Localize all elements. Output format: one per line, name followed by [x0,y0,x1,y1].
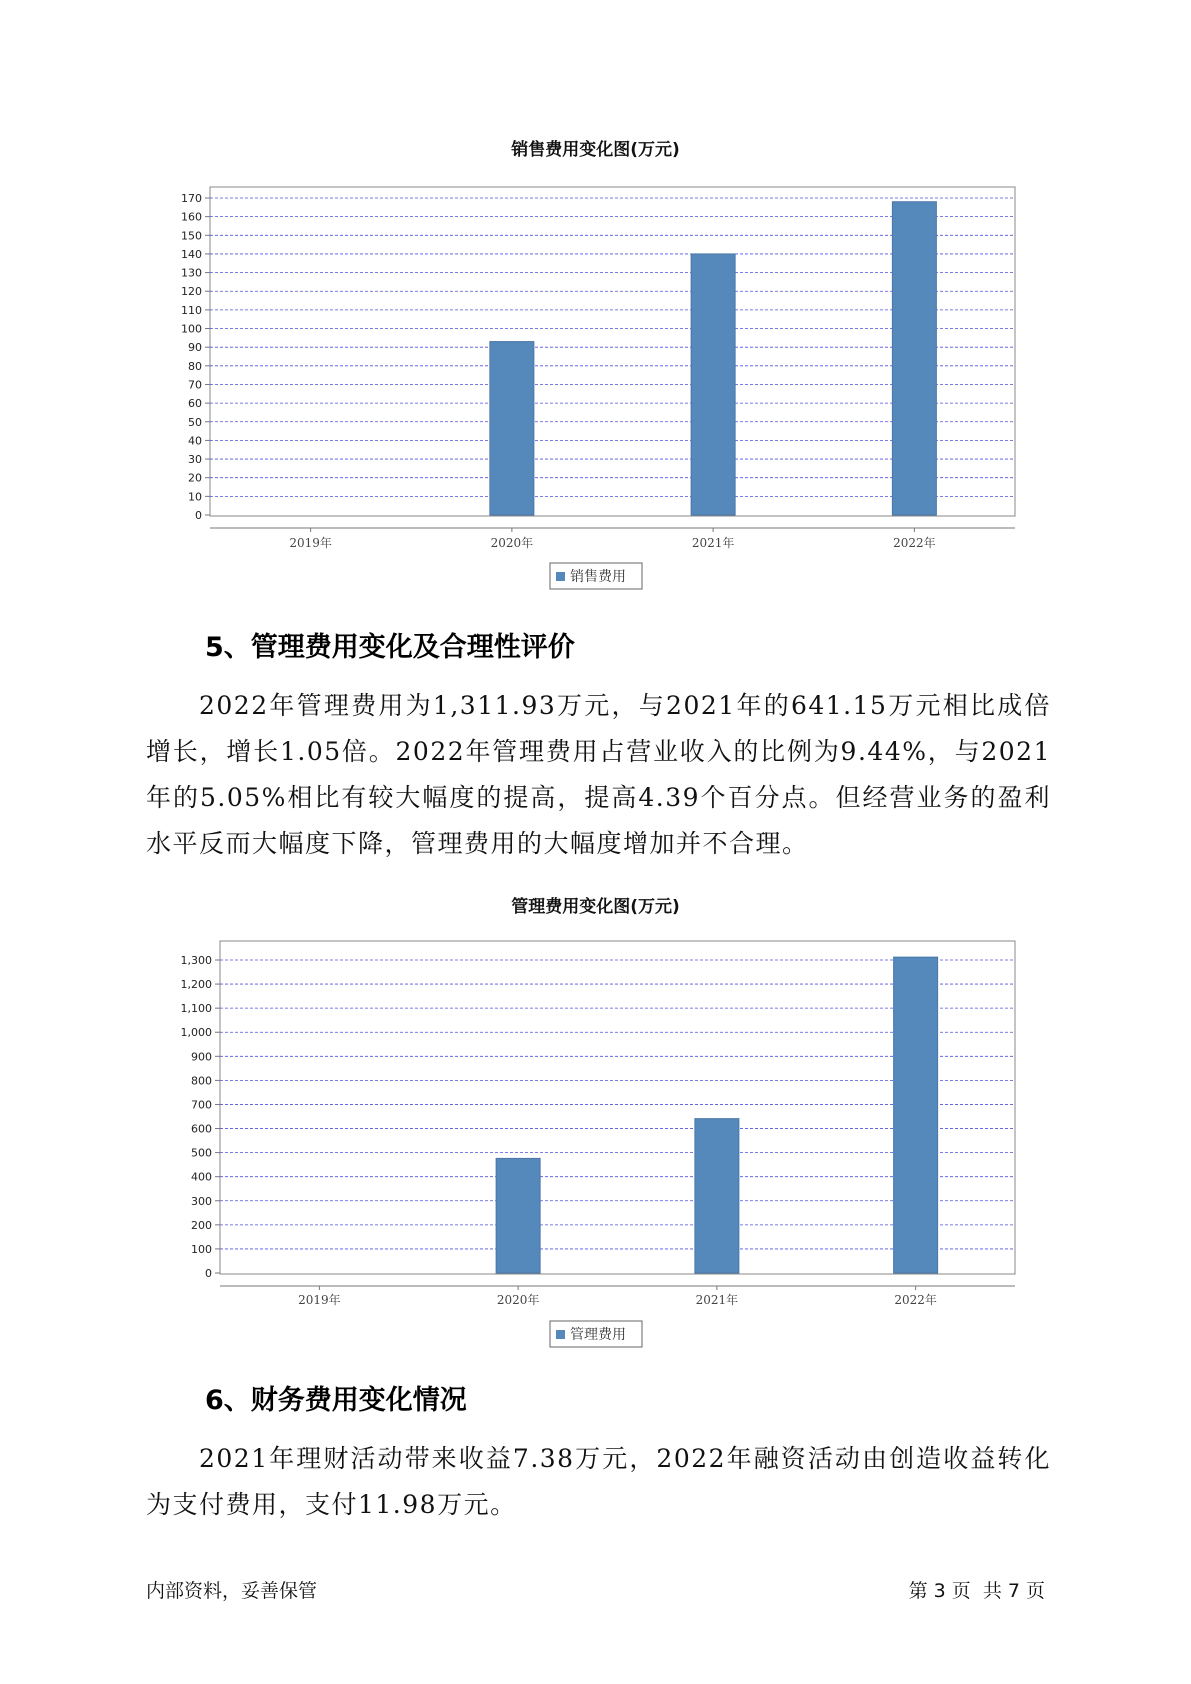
sales-expense-chart [0,170,1191,590]
x-tick-label: 2022年 [894,1293,937,1307]
bar-2021年 [695,1119,739,1273]
y-tick-label: 200 [191,1218,212,1232]
section5-paragraph: 2022年管理费用为1,311.93万元，与2021年的641.15万元相比成倍增长，增长1.05倍。2022年管理费用占营业收入的比例为9.44%，与2021年的5.05%相比有较大幅度的提高，提高4.39个百分点。但经营业务的盈利水平反而大幅度下降，管理费用的大幅度增加并不合理。 [146,691,1051,858]
footer-confidential: 内部资料，妥善保管 [146,1580,318,1602]
y-tick-label: 130 [181,266,202,280]
admin-expense-chart [0,928,1191,1348]
bar-2022年 [894,957,938,1273]
y-tick-label: 0 [195,509,202,522]
y-tick-label: 110 [181,303,202,317]
y-tick-label: 70 [188,378,202,392]
y-tick-label: 500 [191,1146,212,1160]
bar-2022年 [892,202,936,515]
x-tick-label: 2020年 [490,536,534,550]
footer-page-number: 第 3 页 共 7 页 [908,1580,1045,1602]
y-tick-label: 170 [181,192,202,205]
x-tick-label: 2021年 [695,1293,739,1307]
legend-swatch [556,1330,565,1339]
x-tick-label: 2019年 [298,1293,341,1307]
x-tick-label: 2021年 [691,536,735,550]
legend-swatch [556,572,565,581]
y-tick-label: 900 [191,1050,212,1064]
y-tick-label: 100 [191,1242,212,1256]
y-tick-label: 150 [181,229,202,243]
y-tick-label: 80 [188,359,202,373]
y-tick-label: 140 [181,247,202,261]
y-tick-label: 120 [181,285,202,299]
y-tick-label: 50 [188,415,202,429]
y-tick-label: 90 [188,341,202,355]
legend-label: 销售费用 [570,569,626,585]
section6-heading: 6、财务费用变化情况 [205,1385,467,1416]
y-tick-label: 700 [191,1098,212,1112]
legend-label: 管理费用 [570,1327,626,1343]
section6-paragraph: 2021年理财活动带来收益7.38万元，2022年融资活动由创造收益转化为支付费用，支付11.98万元。 [146,1444,1051,1519]
y-tick-label: 800 [191,1074,212,1088]
y-tick-label: 40 [188,434,202,448]
y-tick-label: 30 [188,453,202,467]
y-tick-label: 600 [191,1122,212,1136]
x-tick-label: 2022年 [893,536,936,550]
y-tick-label: 160 [181,210,202,224]
bar-2020年 [496,1158,540,1273]
bar-2021年 [691,254,735,515]
y-tick-label: 60 [188,397,202,411]
y-tick-label: 400 [191,1170,212,1184]
y-tick-label: 100 [181,322,202,336]
y-tick-label: 10 [188,490,202,504]
y-tick-label: 1,100 [180,1002,212,1016]
y-tick-label: 1,300 [180,954,212,967]
x-tick-label: 2019年 [289,536,332,550]
y-tick-label: 20 [188,471,202,485]
y-tick-label: 300 [191,1194,212,1208]
y-tick-label: 0 [205,1267,212,1280]
y-tick-label: 1,200 [180,978,212,992]
y-tick-label: 1,000 [180,1026,212,1040]
bar-2020年 [490,342,534,515]
x-tick-label: 2020年 [496,1293,540,1307]
chart-title-admin: 管理费用变化图(万元) [511,897,680,917]
chart-title-sales: 销售费用变化图(万元) [511,140,680,160]
section5-heading: 5、管理费用变化及合理性评价 [205,632,575,663]
